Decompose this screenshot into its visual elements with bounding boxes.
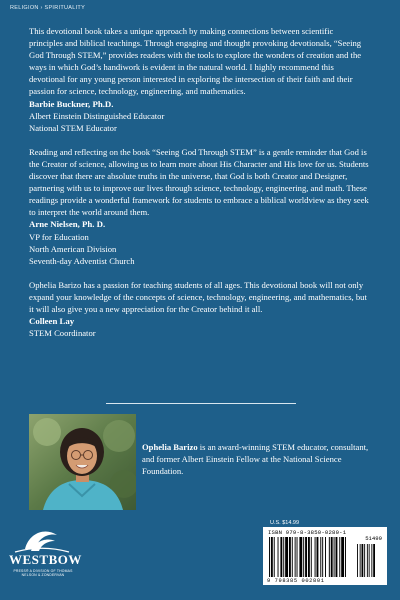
wave-icon xyxy=(5,525,79,555)
barcode-bars xyxy=(263,527,387,585)
publisher-name: WESTBOW xyxy=(9,552,82,567)
endorser-role: National STEM Educator xyxy=(29,122,117,133)
endorser-name: Barbie Buckner, Ph.D. xyxy=(29,98,114,109)
endorsement-text: This devotional book takes a unique approach by making connections between scientific principles and biblical teachings. Through engaging and thought provoking devotionals, “Seeing God Through STEM,” provides readers with the tools to explore the wonders of creation and the ways in which God’s handiwork is evident in the natural world. I highly recommend this devotional for any young person interested in exploring the intersection of their faith and their passion for science, technology, engineering, and mathematics. xyxy=(29,26,362,97)
endorser-role: VP for Education xyxy=(29,231,89,242)
endorser-name: Colleen Lay xyxy=(29,316,75,327)
author-photo xyxy=(29,414,136,510)
divider-rule xyxy=(106,403,296,404)
endorsement-2 xyxy=(29,146,369,267)
endorsement-text: Reading and reflecting on the book “Seeing God Through STEM” is a gentle reminder that God is the Creator of science, allowing us to learn more about His Character and His love for us. Students discover that there are absolute truths in the universe, that God is both Creator and Designer, partnering with us to improve our lives through science, technology, engineering, and math. These readings provide a wonderful framework for students to embrace a biblical worldview as they seek to interpret the world around them. xyxy=(29,146,369,218)
endorser-role: STEM Coordinator xyxy=(29,328,96,339)
price-label: U.S. $14.99 xyxy=(270,520,300,526)
author-bio xyxy=(142,441,374,477)
endorser-role: Albert Einstein Distinguished Educator xyxy=(29,110,165,121)
isbn-text: ISBN 979-8-3850-0280-1 xyxy=(268,529,347,536)
endorser-role: North American Division xyxy=(29,243,117,254)
publisher-subtitle: PRESS® A DIVISION OF THOMAS NELSON & ZONDERVAN xyxy=(13,569,73,577)
price-code: 51499 xyxy=(365,535,382,542)
publisher-logo xyxy=(5,525,82,595)
endorsement-text: Ophelia Barizo has a passion for teaching students of all ages. This devotional book will not only expand your knowledge of the concepts of science, technology, engineering, and mathematics, but it will also give you a new appreciation for the Creator behind it all. xyxy=(29,279,367,314)
barcode xyxy=(263,527,387,585)
author-bio-text: is an award-winning STEM educator, consultant, and former Albert Einstein Fellow at the National Science Foundation. xyxy=(142,442,369,476)
category-label: RELIGION › SPIRITUALITY xyxy=(10,5,86,11)
endorsement-3 xyxy=(29,279,369,339)
ean-digits: 9 798385 002801 xyxy=(267,578,325,584)
endorsements xyxy=(29,25,369,351)
endorsement-1 xyxy=(29,25,369,134)
endorser-name: Arne Nielsen, Ph. D. xyxy=(29,219,106,230)
author-name: Ophelia Barizo xyxy=(142,442,198,452)
endorser-role: Seventh-day Adventist Church xyxy=(29,255,135,266)
